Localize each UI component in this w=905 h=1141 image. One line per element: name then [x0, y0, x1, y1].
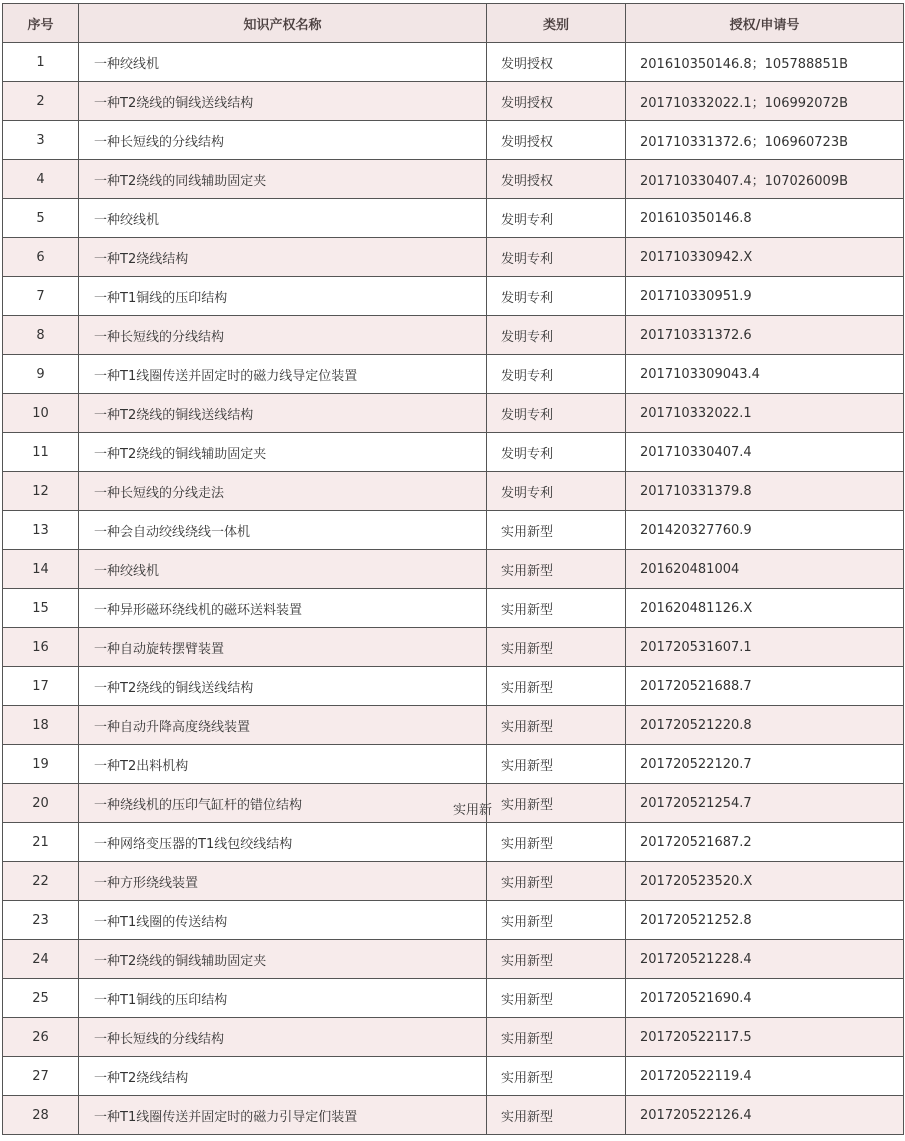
cell-type: 实用新型	[487, 940, 626, 979]
table-row	[3, 82, 904, 121]
cell-type: 发明授权	[487, 121, 626, 160]
cell-type: 实用新型	[487, 979, 626, 1018]
cell-type: 发明专利	[487, 238, 626, 277]
header-number: 授权/申请号	[626, 4, 904, 43]
table-row	[3, 667, 904, 706]
cell-number: 201720521688.7	[626, 667, 904, 706]
cell-name: 一种网络变压器的T1线包绞线结构	[79, 823, 487, 862]
cell-name: 一种T2绕线的铜线送线结构	[79, 82, 487, 121]
cell-seq: 12	[3, 472, 79, 511]
cell-seq: 4	[3, 160, 79, 199]
table-row	[3, 706, 904, 745]
cell-name: 一种T2绕线的铜线辅助固定夹	[79, 940, 487, 979]
cell-type: 实用新型	[487, 589, 626, 628]
cell-name: 一种T2绕线的铜线送线结构	[79, 667, 487, 706]
table-row	[3, 160, 904, 199]
cell-seq: 14	[3, 550, 79, 589]
cell-number: 201710331372.6	[626, 316, 904, 355]
cell-type: 发明专利	[487, 472, 626, 511]
cell-seq: 23	[3, 901, 79, 940]
cell-name: 一种方形绕线装置	[79, 862, 487, 901]
cell-type: 实用新型	[487, 1057, 626, 1096]
cell-number: 201420327760.9	[626, 511, 904, 550]
cell-seq: 1	[3, 43, 79, 82]
cell-name: 一种T1铜线的压印结构	[79, 277, 487, 316]
table-row	[3, 1057, 904, 1096]
cell-number: 201720522119.4	[626, 1057, 904, 1096]
cell-name: 一种异形磁环绕线机的磁环送料装置	[79, 589, 487, 628]
cell-seq: 7	[3, 277, 79, 316]
cell-seq: 18	[3, 706, 79, 745]
table-row	[3, 316, 904, 355]
table-row	[3, 511, 904, 550]
table-row	[3, 550, 904, 589]
cell-seq: 20	[3, 784, 79, 823]
cell-number: 201720521687.2	[626, 823, 904, 862]
cell-name: 一种T2出料机构	[79, 745, 487, 784]
cell-number: 201710332022.1	[626, 394, 904, 433]
cell-seq: 6	[3, 238, 79, 277]
table-row	[3, 1018, 904, 1057]
cell-type: 实用新型	[487, 745, 626, 784]
header-row	[3, 4, 904, 43]
cell-name: 一种绕线机的压印气缸杆的错位结构	[79, 784, 487, 823]
table-row	[3, 199, 904, 238]
overflow-text: 实用新	[453, 803, 493, 818]
cell-type: 实用新型	[487, 706, 626, 745]
cell-type: 发明专利	[487, 355, 626, 394]
table-row	[3, 979, 904, 1018]
cell-seq: 28	[3, 1096, 79, 1135]
cell-number: 201710330942.X	[626, 238, 904, 277]
cell-type: 实用新型	[487, 901, 626, 940]
cell-name: 一种自动升降高度绕线装置	[79, 706, 487, 745]
cell-number: 201720522120.7	[626, 745, 904, 784]
cell-number: 201710330407.4；107026009B	[626, 160, 904, 199]
cell-type: 发明专利	[487, 316, 626, 355]
cell-type: 发明专利	[487, 394, 626, 433]
table-row	[3, 823, 904, 862]
table-row	[3, 394, 904, 433]
cell-type: 实用新型	[487, 628, 626, 667]
cell-number: 2017103309043.4	[626, 355, 904, 394]
cell-number: 201720521254.7	[626, 784, 904, 823]
cell-number: 201620481004	[626, 550, 904, 589]
cell-seq: 22	[3, 862, 79, 901]
cell-type: 实用新型	[487, 1018, 626, 1057]
cell-type: 实用新型	[487, 1096, 626, 1135]
cell-name: 一种绞线机	[79, 43, 487, 82]
cell-name: 一种长短线的分线结构	[79, 121, 487, 160]
cell-type: 发明专利	[487, 277, 626, 316]
header-name: 知识产权名称	[79, 4, 487, 43]
table-row	[3, 862, 904, 901]
cell-number: 201620481126.X	[626, 589, 904, 628]
cell-number: 201720522117.5	[626, 1018, 904, 1057]
table-row	[3, 355, 904, 394]
table-row	[3, 1096, 904, 1135]
cell-type: 实用新型	[487, 862, 626, 901]
ip-table	[2, 3, 904, 1135]
cell-type: 实用新型	[487, 667, 626, 706]
cell-name: 一种长短线的分线结构	[79, 1018, 487, 1057]
header-type: 类别	[487, 4, 626, 43]
table-row	[3, 745, 904, 784]
cell-seq: 27	[3, 1057, 79, 1096]
cell-number: 201610350146.8；105788851B	[626, 43, 904, 82]
cell-number: 201710330951.9	[626, 277, 904, 316]
cell-type: 发明授权	[487, 43, 626, 82]
cell-type: 发明授权	[487, 160, 626, 199]
cell-seq: 3	[3, 121, 79, 160]
cell-type: 发明专利	[487, 199, 626, 238]
cell-number: 201720521228.4	[626, 940, 904, 979]
table-row	[3, 43, 904, 82]
cell-type: 发明专利	[487, 433, 626, 472]
table-row	[3, 589, 904, 628]
cell-name: 一种会自动绞线绕线一体机	[79, 511, 487, 550]
cell-number: 201720523520.X	[626, 862, 904, 901]
cell-name: 一种T2绕线结构	[79, 238, 487, 277]
cell-type: 实用新型	[487, 550, 626, 589]
cell-name: 一种T2绕线的铜线辅助固定夹	[79, 433, 487, 472]
cell-seq: 11	[3, 433, 79, 472]
table-row	[3, 433, 904, 472]
cell-name: 一种绞线机	[79, 199, 487, 238]
cell-name: 一种长短线的分线结构	[79, 316, 487, 355]
cell-name: 一种绞线机	[79, 550, 487, 589]
table-row	[3, 628, 904, 667]
cell-seq: 15	[3, 589, 79, 628]
cell-seq: 10	[3, 394, 79, 433]
cell-seq: 19	[3, 745, 79, 784]
table-body	[3, 43, 904, 1135]
cell-number: 201720531607.1	[626, 628, 904, 667]
cell-name: 一种T1线圈传送并固定时的磁力线导定位装置	[79, 355, 487, 394]
cell-seq: 2	[3, 82, 79, 121]
cell-number: 201710330407.4	[626, 433, 904, 472]
cell-seq: 24	[3, 940, 79, 979]
table-row	[3, 472, 904, 511]
cell-seq: 9	[3, 355, 79, 394]
cell-seq: 16	[3, 628, 79, 667]
cell-name: 一种T2绕线的铜线送线结构	[79, 394, 487, 433]
table-row	[3, 238, 904, 277]
cell-name: 一种T2绕线的同线辅助固定夹	[79, 160, 487, 199]
cell-number: 201610350146.8	[626, 199, 904, 238]
table-row	[3, 277, 904, 316]
cell-name: 一种长短线的分线走法	[79, 472, 487, 511]
cell-seq: 25	[3, 979, 79, 1018]
cell-number: 201710331379.8	[626, 472, 904, 511]
cell-seq: 17	[3, 667, 79, 706]
cell-name: 一种T1线圈的传送结构	[79, 901, 487, 940]
cell-name: 一种T1铜线的压印结构	[79, 979, 487, 1018]
cell-name: 一种T2绕线结构	[79, 1057, 487, 1096]
cell-type: 发明授权	[487, 82, 626, 121]
cell-number: 201720521220.8	[626, 706, 904, 745]
cell-name: 一种T1线圈传送并固定时的磁力引导定们装置	[79, 1096, 487, 1135]
cell-type: 实用新型	[487, 784, 626, 823]
cell-seq: 8	[3, 316, 79, 355]
table-row	[3, 940, 904, 979]
cell-number: 201710332022.1；106992072B	[626, 82, 904, 121]
cell-type: 实用新型	[487, 823, 626, 862]
table-header	[3, 4, 904, 43]
cell-seq: 13	[3, 511, 79, 550]
cell-number: 201720522126.4	[626, 1096, 904, 1135]
cell-seq: 21	[3, 823, 79, 862]
cell-seq: 5	[3, 199, 79, 238]
cell-name: 一种自动旋转摆臂装置	[79, 628, 487, 667]
table-row	[3, 121, 904, 160]
cell-type: 实用新型	[487, 511, 626, 550]
cell-number: 201720521690.4	[626, 979, 904, 1018]
cell-number: 201710331372.6；106960723B	[626, 121, 904, 160]
cell-number: 201720521252.8	[626, 901, 904, 940]
cell-seq: 26	[3, 1018, 79, 1057]
table-row	[3, 901, 904, 940]
header-seq: 序号	[3, 4, 79, 43]
